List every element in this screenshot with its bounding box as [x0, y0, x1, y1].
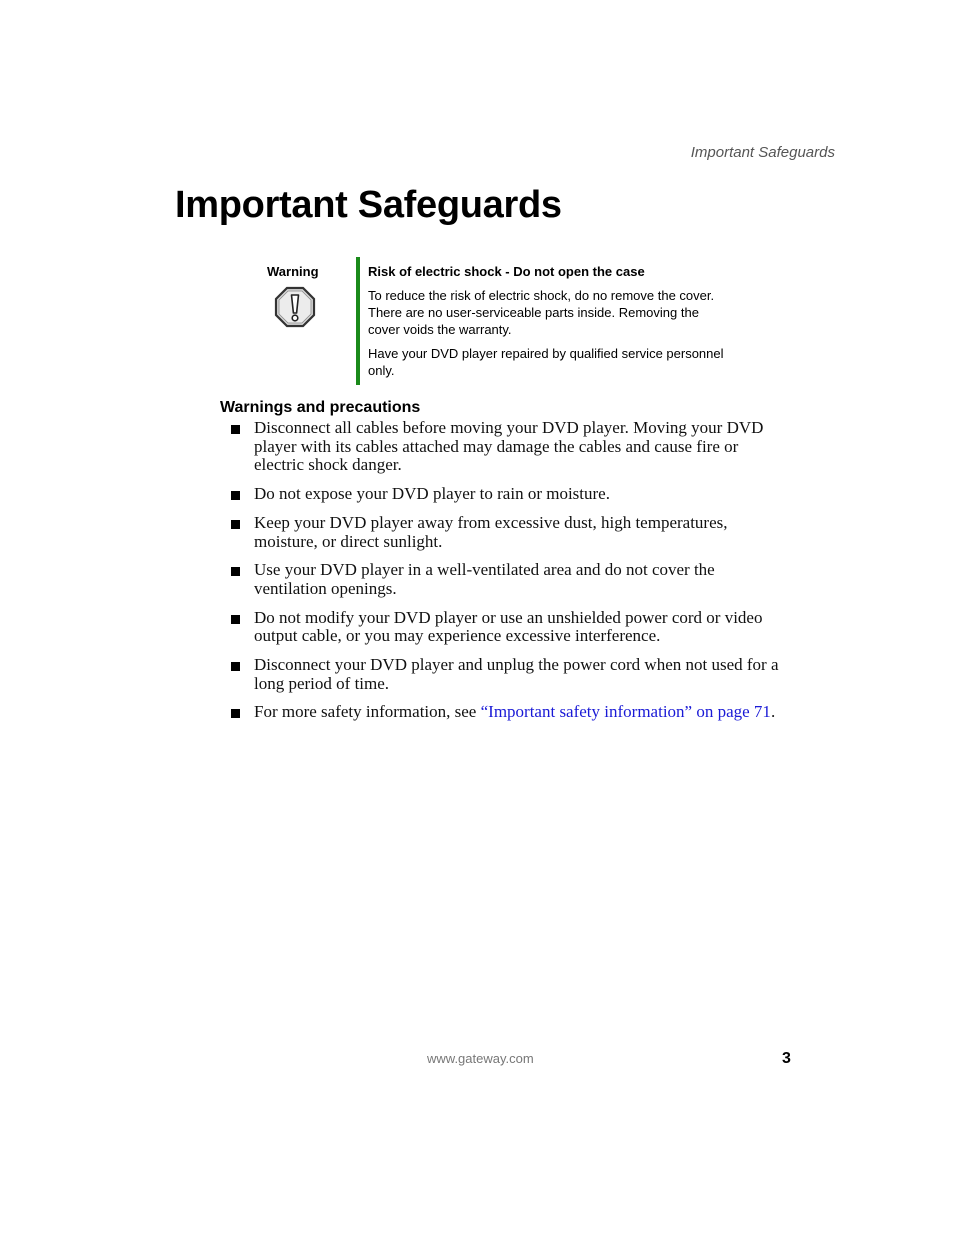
- precautions-list: [231, 419, 791, 732]
- list-item-text-prefix: For more safety information, see: [254, 702, 481, 722]
- warning-exclamation-icon: [274, 286, 316, 328]
- bullet-square-icon: [231, 709, 240, 718]
- bullet-square-icon: [231, 662, 240, 671]
- bullet-square-icon: [231, 615, 240, 624]
- footer-url: www.gateway.com: [427, 1051, 534, 1066]
- bullet-square-icon: [231, 491, 240, 500]
- warning-box: [368, 263, 728, 386]
- warning-paragraph: Have your DVD player repaired by qualified service personnel only.: [368, 346, 724, 378]
- warning-label: Warning: [267, 264, 319, 279]
- list-item: [231, 609, 791, 646]
- running-header: Important Safeguards: [690, 144, 835, 161]
- list-item-text: Keep your DVD player away from excessive dust, high temperatures, moisture, or direct sunlight.: [254, 512, 728, 551]
- bullet-square-icon: [231, 520, 240, 529]
- section-heading: Warnings and precautions: [220, 399, 421, 416]
- list-item: [231, 703, 791, 722]
- page-title: Important Safeguards: [175, 184, 562, 226]
- list-item-text: Do not modify your DVD player or use an unshielded power cord or video output cable, or you may experience excessive interference.: [254, 607, 763, 646]
- safety-info-link[interactable]: “Important safety information” on page 71: [480, 702, 771, 722]
- list-item-text: Use your DVD player in a well-ventilated area and do not cover the ventilation openings.: [254, 560, 715, 598]
- list-item: [231, 485, 791, 504]
- page-number: 3: [782, 1050, 791, 1067]
- bullet-square-icon: [231, 425, 240, 434]
- bullet-square-icon: [231, 567, 240, 576]
- list-item-text: Disconnect all cables before moving your DVD player. Moving your DVD player with its cables attached may damage the cables and cause fire or electric shock danger.: [254, 418, 764, 475]
- list-item: [231, 514, 791, 551]
- warning-title: Risk of electric shock - Do not open the case: [368, 264, 645, 279]
- list-item: [231, 419, 791, 475]
- list-item-text-suffix: .: [770, 702, 776, 722]
- list-item-text: Do not expose your DVD player to rain or moisture.: [254, 484, 610, 504]
- list-item: [231, 561, 791, 598]
- list-item-text: Disconnect your DVD player and unplug the power cord when not used for a long period of time.: [254, 655, 779, 693]
- warning-paragraph: To reduce the risk of electric shock, do no remove the cover. There are no user-serviceable parts inside. Removing the cover voids the warranty.: [368, 288, 715, 337]
- warning-accent-bar: [356, 257, 360, 385]
- list-item: [231, 656, 791, 693]
